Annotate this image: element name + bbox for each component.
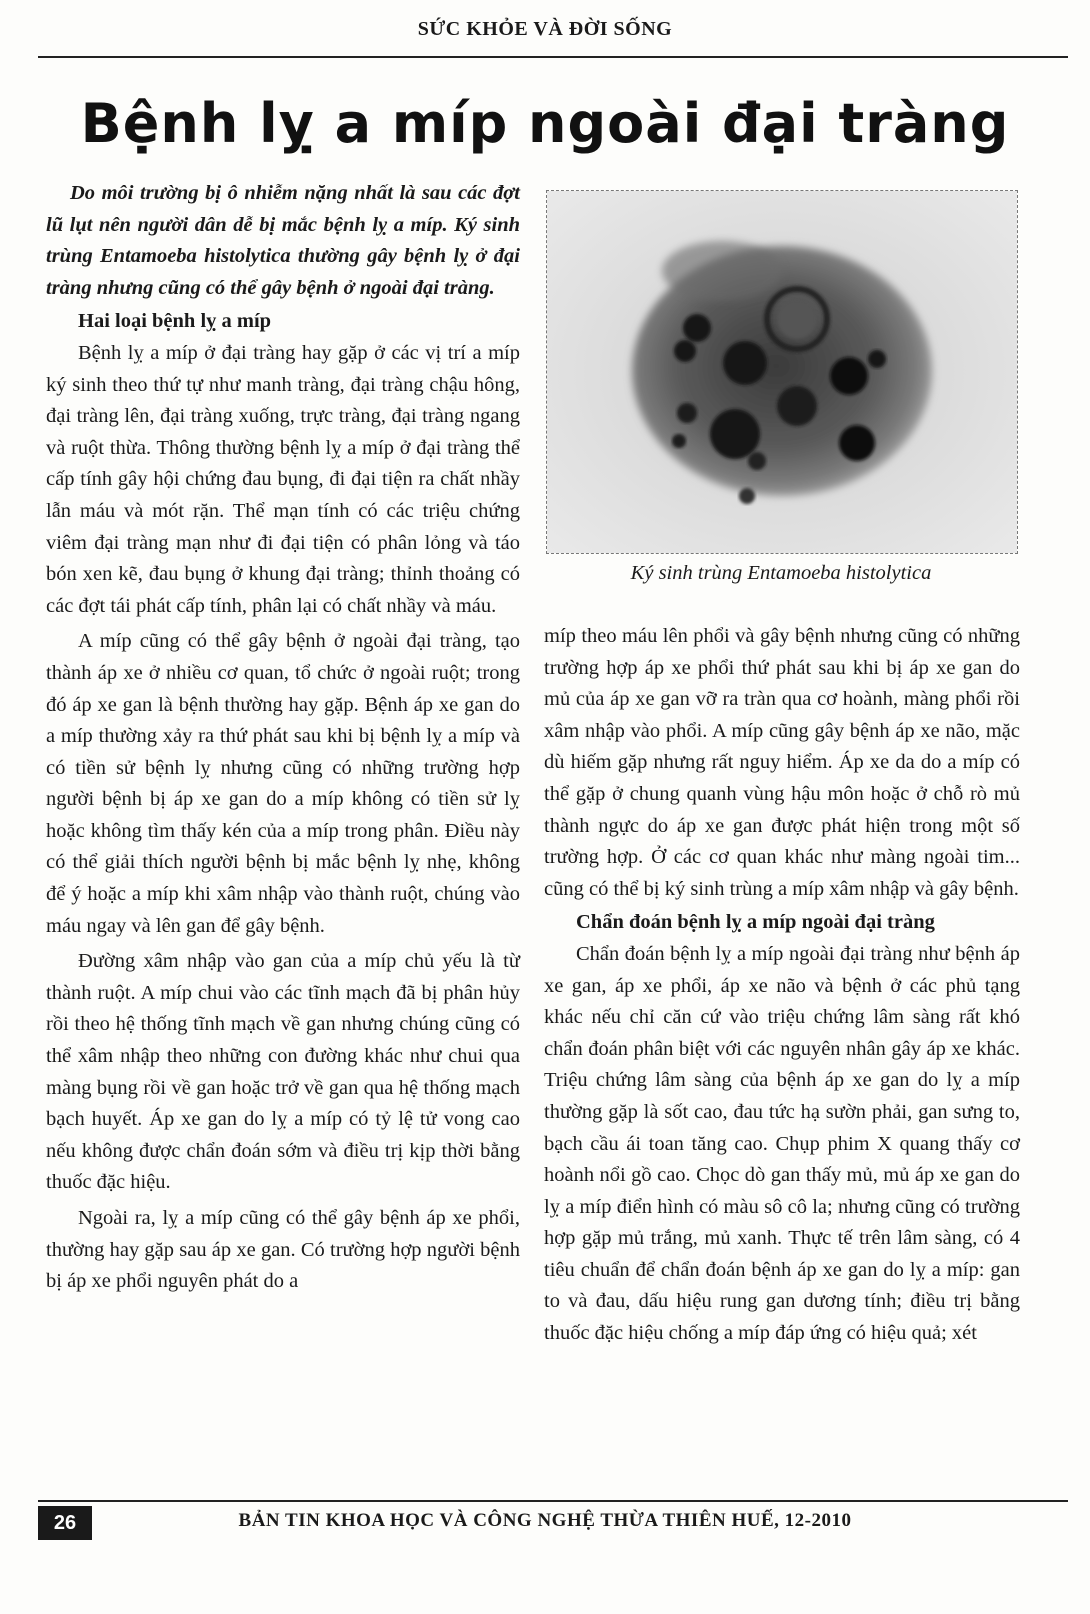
publication-footer: BẢN TIN KHOA HỌC VÀ CÔNG NGHỆ THỪA THIÊN HUẾ, 12-2010 [238,1510,852,1531]
right-column [544,621,1020,1350]
body-paragraph: Bệnh lỵ a míp ở đại tràng hay gặp ở các vị trí a míp ký sinh theo thứ tự như manh tràng, đại tràng chậu hông, đại tràng lên, đại tràng xuống, trực tràng, đại tràng ngang và ruột thừa. Thông thường bệnh lỵ a míp ở đại tràng thể cấp tính gây hội chứng đau bụng, đi đại tiện ra chất nhầy lẫn máu và mót rặn. Thể mạn tính có các triệu chứng viêm đại tràng mạn như đi đại tiện có phân lỏng và táo bón xen kẽ, đau bụng ở khung đại tràng; thỉnh thoảng có các đợt tái phát cấp tính, phân lại có chất nhầy và máu. [46,341,520,617]
figure-caption: Ký sinh trùng Entamoeba histolytica [630,562,932,584]
section-header: SỨC KHỎE VÀ ĐỜI SỐNG [417,18,673,40]
header-rule [38,56,1068,58]
body-paragraph: A míp cũng có thể gây bệnh ở ngoài đại tràng, tạo thành áp xe ở nhiều cơ quan, tổ chức ở ngoài ruột; trong đó áp xe gan là bệnh thường hay gặp. Bệnh áp xe gan do a míp thường xảy ra thứ phát sau khi bị bệnh lỵ a míp và có tiền sử bệnh lỵ nhưng cũng có những trường hợp người bệnh bị áp xe gan do a míp không có tiền sử lỵ hoặc không tìm thấy kén của a míp trong phân. Điều này có thể giải thích người bệnh bị mắc bệnh lỵ nhẹ, không để ý hoặc a míp khi xâm nhập vào thành ruột, chúng vào máu ngay và lên gan để gây bệnh. [46,630,520,937]
article-title: Bệnh lỵ a míp ngoài đại tràng [80,92,1010,155]
article-lead: Do môi trường bị ô nhiễm nặng nhất là sau các đợt lũ lụt nên người dân dễ bị mắc bệnh lỵ a míp. Ký sinh trùng Entamoeba histolytica thường gây bệnh lỵ ở đại tràng nhưng cũng có thể gây bệnh ở ngoài đại tràng. [46,182,520,299]
body-paragraph: míp theo máu lên phổi và gây bệnh nhưng cũng có những trường hợp áp xe phổi thứ phát sau khi bị áp xe gan do mủ của áp xe gan vỡ ra tràn qua cơ hoành, màng phổi rồi xâm nhập vào phổi. A míp cũng gây bệnh áp xe não, mặc dù hiếm gặp nhưng rất nguy hiểm. Áp xe da do a míp có thể gặp ở chung quanh vùng hậu môn hoặc ở chỗ rò mủ thành ngực do áp xe gan được phát hiện trong một số trường hợp. Ở các cơ quan khác như màng ngoài tim... cũng có thể bị ký sinh trùng a míp xâm nhập và gây bệnh. [544,625,1020,900]
section-heading: Hai loại bệnh lỵ a míp [78,310,272,333]
footer-rule [38,1500,1068,1502]
page-number: 26 [38,1506,92,1540]
entamoeba-micrograph [546,190,1018,554]
body-paragraph: Ngoài ra, lỵ a míp cũng có thể gây bệnh áp xe phổi, thường hay gặp sau áp xe gan. Có trường hợp người bệnh bị áp xe phổi nguyên phát do a [46,1207,520,1293]
body-paragraph: Chẩn đoán bệnh lỵ a míp ngoài đại tràng như bệnh áp xe gan, áp xe phổi, áp xe não và bệnh ở các phủ tạng khác nếu chỉ căn cứ vào triệu chứng lâm sàng rất khó chẩn đoán phân biệt với các nguyên nhân gây áp xe khác. Triệu chứng lâm sàng của bệnh áp xe gan do lỵ a míp thường gặp là sốt cao, đau tức hạ sườn phải, gan sưng to, bạch cầu ái toan tăng cao. Chụp phim X quang thấy cơ hoành nổi gồ cao. Chọc dò gan thấy mủ, mủ áp xe gan do lỵ a míp điển hình có màu sô cô la; nhưng cũng có trường hợp gặp mủ trắng, mủ xanh. Thực tế trên lâm sàng, có 4 tiêu chuẩn để chẩn đoán bệnh áp xe gan do lỵ a míp: gan to và đau, dấu hiệu rung gan dương tính; điều trị bằng thuốc đặc hiệu chống a míp đáp ứng có hiệu quả; xét [544,942,1020,1345]
left-column [46,178,520,1298]
body-paragraph: Đường xâm nhập vào gan của a míp chủ yếu là từ thành ruột. A míp chui vào các tĩnh mạch đã bị phân hủy rồi theo hệ thống tĩnh mạch về gan nhưng chúng cũng có thể xâm nhập theo những con đường khác như chui qua màng bụng rồi về gan hoặc trở về gan qua hệ thống mạch bạch huyết. Áp xe gan do lỵ a míp có tỷ lệ tử vong cao nếu không được chẩn đoán sớm và điều trị kịp thời bằng thuốc đặc hiệu. [46,950,520,1194]
section-heading: Chẩn đoán bệnh lỵ a míp ngoài đại tràng [576,911,935,934]
